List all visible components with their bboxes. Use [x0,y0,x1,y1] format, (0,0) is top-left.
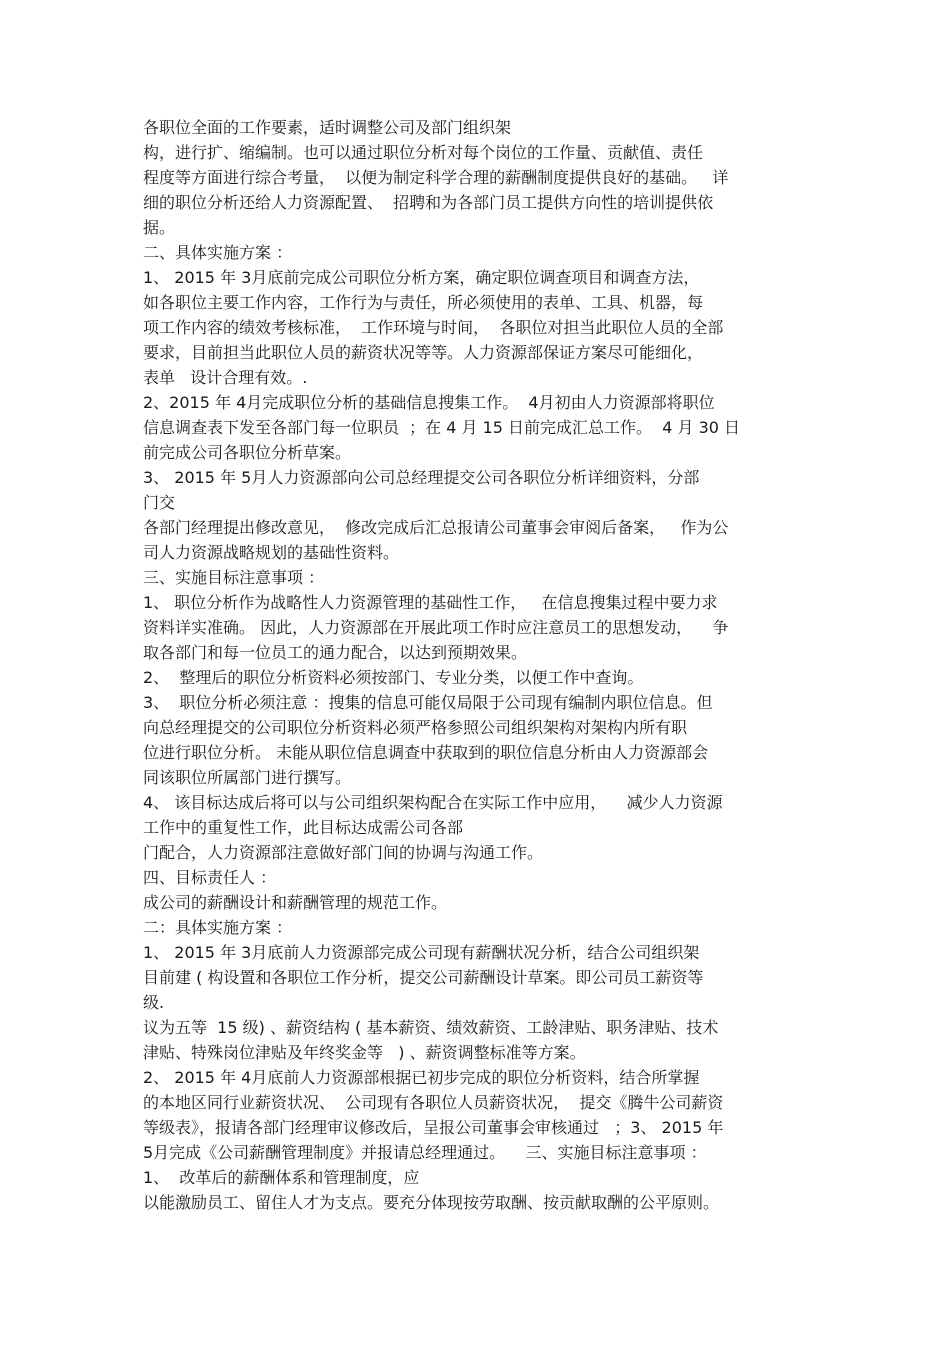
text-line: 以能激励员工、留住人才为支点。要充分体现按劳取酬、按贡献取酬的公平原则。 [143,1193,720,1212]
text-line: 津贴、特殊岗位津贴及年终奖金等 ) 、薪资调整标准等方案。 [143,1043,586,1062]
text-line: 3、 职位分析必须注意 ：搜集的信息可能仅局限于公司现有编制内职位信息。但 [143,693,713,712]
text-line: 各职位全面的工作要素，适时调整公司及部门组织架 [143,118,512,137]
text-line: 程度等方面进行综合考量， 以便为制定科学合理的薪酬制度提供良好的基础。 详 [143,168,729,187]
text-line: 级. [143,993,165,1012]
text-line: 1、 职位分析作为战略性人力资源管理的基础性工作， 在信息搜集过程中要力求 [143,593,718,612]
text-line: 要求，目前担当此职位人员的薪资状况等等。人力资源部保证方案尽可能细化， [143,343,704,362]
text-line: 2、 2015 年 4月底前人力资源部根据已初步完成的职位分析资料，结合所掌握 [143,1068,700,1087]
text-line: 前完成公司各职位分析草案。 [143,443,352,462]
text-line: 资料详实准确。 因此，人力资源部在开展此项工作时应注意员工的思想发动， 争 [143,618,729,637]
text-line: 信息调查表下发至各部门每一位职员 ；在 4 月 15 日前完成汇总工作。 4 月 30 日 [143,418,741,437]
text-line: 项工作内容的绩效考核标准， 工作环境与时间， 各职位对担当此职位人员的全部 [143,318,724,337]
section-heading: 四、目标责任人 ： [143,868,277,887]
text-line: 1、 2015 年 3月底前人力资源部完成公司现有薪酬状况分析，结合公司组织架 [143,943,700,962]
text-line: 门交 [143,493,176,512]
text-line: 如各职位主要工作内容，工作行为与责任，所必须使用的表单、工具、机器，每 [143,293,704,312]
text-line: 4、 该目标达成后将可以与公司组织架构配合在实际工作中应用， 减少人力资源 [143,793,723,812]
text-line: 表单 设计合理有效。. [143,368,308,387]
section-heading: 二：具体实施方案 ： [143,918,293,937]
text-line: 1、 改革后的薪酬体系和管理制度，应 [143,1168,420,1187]
text-line: 2、 整理后的职位分析资料必须按部门、专业分类，以便工作中查询。 [143,668,644,687]
text-line: 工作中的重复性工作，此目标达成需公司各部 [143,818,464,837]
text-line: 构，进行扩、缩编制。也可以通过职位分析对每个岗位的工作量、贡献值、责任 [143,143,704,162]
text-line: 各部门经理提出修改意见， 修改完成后汇总报请公司董事会审阅后备案， 作为公 [143,518,729,537]
text-line: 议为五等 15 级) 、薪资结构 ( 基本薪资、绩效薪资、工龄津贴、职务津贴、技术 [143,1018,719,1037]
text-line: 的本地区同行业薪资状况、 公司现有各职位人员薪资状况， 提交《腾牛公司薪资 [143,1093,724,1112]
text-line: 门配合，人力资源部注意做好部门间的协调与沟通工作。 [143,843,544,862]
text-line: 据。 [143,218,176,237]
section-heading: 二、具体实施方案 ： [143,243,293,262]
section-heading: 三、实施目标注意事项 ： [143,568,325,587]
text-line: 同该职位所属部门进行撰写。 [143,768,352,787]
text-line: 司人力资源战略规划的基础性资料。 [143,543,400,562]
text-line: 取各部门和每一位员工的通力配合，以达到预期效果。 [143,643,528,662]
text-line: 1、 2015 年 3月底前完成公司职位分析方案，确定职位调查项目和调查方法， [143,268,700,287]
text-line: 向总经理提交的公司职位分析资料必须严格参照公司组织架构对架构内所有职 [143,718,688,737]
text-line: 目前建 ( 构设置和各职位工作分析，提交公司薪酬设计草案。即公司员工薪资等 [143,968,704,987]
text-line: 细的职位分析还给人力资源配置、 招聘和为各部门员工提供方向性的培训提供依 [143,193,714,212]
text-line: 等级表》，报请各部门经理审议修改后，呈报公司董事会审核通过 ；3、 2015 年 [143,1118,724,1137]
text-line: 5月完成《公司薪酬管理制度》并报请总经理通过。 三、实施目标注意事项 ： [143,1143,707,1162]
text-line: 2、2015 年 4月完成职位分析的基础信息搜集工作。 4月初由人力资源部将职位 [143,393,715,412]
text-line: 3、 2015 年 5月人力资源部向公司总经理提交公司各职位分析详细资料，分部 [143,468,700,487]
text-line: 成公司的薪酬设计和薪酬管理的规范工作。 [143,893,448,912]
text-line: 位进行职位分析。 未能从职位信息调查中获取到的职位信息分析由人力资源部会 [143,743,709,762]
